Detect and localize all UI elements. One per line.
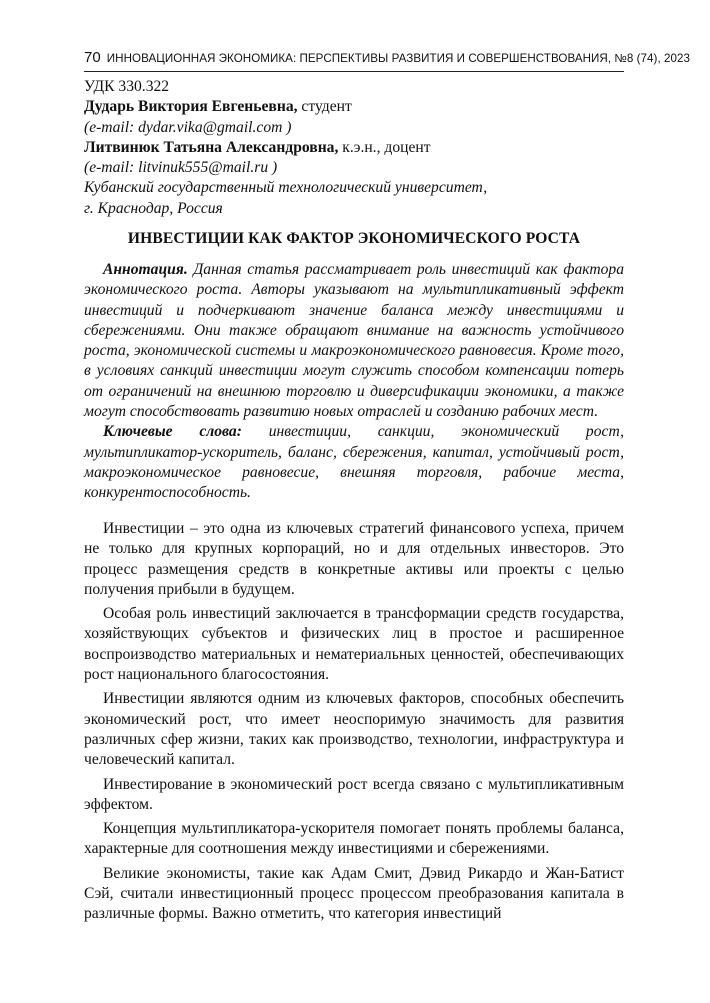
abstract-text: Данная статья рассматривает роль инвестиций как фактора экономического роста. Авторы указывают на мультипликативный эффект инвестиций и подчеркивают значение баланса между инвестициями и сбережениями. Они также обращают внимание на важность устойчивого роста, экономической системы и макроэкономического равновесия. Кроме того, в условиях санкций инвестиции могут служить способом компенсации потерь от ограничений на внешнюю торговлю и диверсификации экономики, а также могут способствовать развитию новых отраслей и созданию рабочих мест. xyxy=(84,261,624,421)
paragraph: Великие экономисты, такие как Адам Смит, Дэвид Рикардо и Жан-Батист Сэй, считали инвестиционный процесс процессом преобразования капитала в различные формы. Важно отметить, что категория инвестиций xyxy=(84,864,624,923)
paragraph: Инвестиции являются одним из ключевых факторов, способных обеспечить экономический рост, что имеет неоспоримую значимость для развития различных сфер жизни, таких как производство, технологии, инфраструктура и человеческий капитал. xyxy=(84,690,624,769)
abstract xyxy=(84,260,624,422)
running-header xyxy=(84,49,691,72)
author-1-role: студент xyxy=(297,98,352,116)
udk-code: УДК 330.322 xyxy=(84,78,170,95)
page-number: 70 xyxy=(84,49,101,66)
keywords xyxy=(84,422,624,503)
abstract-label: Аннотация. xyxy=(103,261,188,278)
abstract-block xyxy=(84,260,624,504)
body-text xyxy=(84,519,624,929)
affiliation: Кубанский государственный технологический университет, xyxy=(84,179,488,197)
paragraph: Концепция мультипликатора-ускорителя помогает понять проблемы баланса, характерные для соотношения между инвестициями и сбережениями. xyxy=(84,820,624,858)
author-2-name: Литвинюк Татьяна Александровна, xyxy=(84,138,339,156)
paragraph: Особая роль инвестиций заключается в трансформации средств государства, хозяйствующих субъектов и физических лиц в простое и расширенное воспроизводство материальных и нематериальных ценностей, обеспечивающих рост национального благосостояния. xyxy=(84,605,624,684)
author-1-name: Дударь Виктория Евгеньевна, xyxy=(84,98,298,116)
author-1 xyxy=(84,97,624,117)
author-2 xyxy=(84,138,624,158)
paragraph: Инвестирование в экономический рост всегда связано с мультипликативным эффектом. xyxy=(84,775,624,813)
journal-title: ИННОВАЦИОННАЯ ЭКОНОМИКА: ПЕРСПЕКТИВЫ РАЗВИТИЯ И СОВЕРШЕНСТВОВАНИЯ, №8 (74), 2023 xyxy=(106,52,691,65)
article-meta xyxy=(84,77,624,219)
paragraph: Инвестиции – это одна из ключевых стратегий финансового успеха, причем не только для крупных корпораций, но и для отдельных инвесторов. Это процесс размещения средств в конкретные активы или проекты с целью получения прибыли в будущем. xyxy=(84,520,624,598)
article-title: ИНВЕСТИЦИИ КАК ФАКТОР ЭКОНОМИЧЕСКОГО РОСТА xyxy=(127,230,581,247)
author-2-role: к.э.н., доцент xyxy=(338,138,431,156)
city: г. Краснодар, Россия xyxy=(84,199,223,217)
keywords-text: инвестиции, санкции, экономический рост, мультипликатор-ускоритель, баланс, сбережения, капитал, устойчивый рост, макроэкономическое равновесие, внешняя торговля, рабочие места, конкурентоспособность. xyxy=(84,423,624,502)
author-2-email: (e-mail: litvinuk555@mail.ru ) xyxy=(84,159,278,177)
keywords-label: Ключевые слова: xyxy=(103,423,242,441)
author-1-email: (e-mail: dydar.vika@gmail.com ) xyxy=(84,118,292,136)
